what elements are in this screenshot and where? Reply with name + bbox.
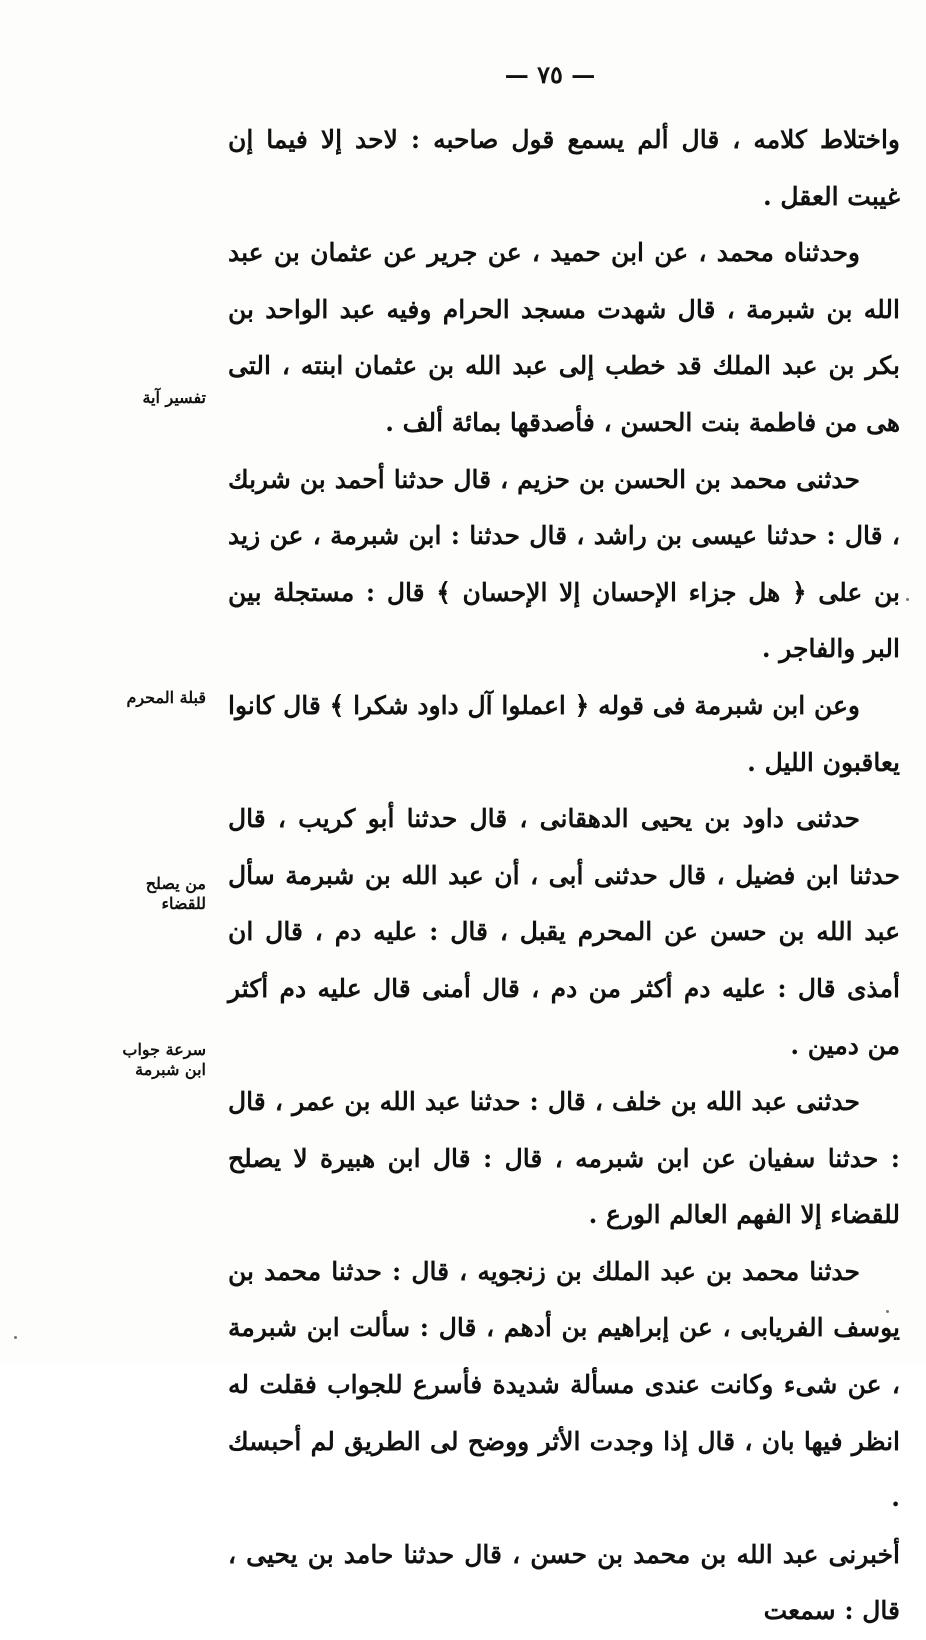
paragraph: حدثنى عبد الله بن خلف ، قال : حدثنا عبد الله بن عمر ، قال : حدثنا سفيان عن ابن شبرمه ، قال : قال ابن هبيرة لا يصلح للقضاء إلا الفهم العالم الورع . [228, 1087, 900, 1230]
paper-speck [906, 598, 909, 601]
margin-note-verse-interpretation: تفسير آية [142, 388, 206, 407]
paragraph: وعن ابن شبرمة فى قوله ﴿ اعملوا آل داود شكرا ﴾ قال كانوا يعاقبون الليل . [228, 690, 900, 777]
paragraph: حدثنى داود بن يحيى الدهقانى ، قال حدثنا أبو كريب ، قال حدثنا ابن فضيل ، قال حدثنى أبى ، أن عبد الله بن شبرمة سأل عبد الله بن حسن عن المحرم يقبل ، قال : عليه دم ، قال ان أمذى قال : عليه دم أكثر من دم ، قال أمنى قال عليه دم أكثر من دمين . [228, 804, 900, 1060]
paper-speck [886, 1310, 889, 1313]
paragraph: واختلاط كلامه ، قال ألم يسمع قول صاحبه : لاحد إلا فيما إن غيبت العقل . [228, 125, 900, 211]
margin-note-fit-for-judgeship: من يصلح للقضاء [145, 874, 206, 913]
paragraph: حدثنا محمد بن عبد الملك بن زنجويه ، قال : حدثنا محمد بن يوسف الفريابى ، عن إبراهيم بن أدهم ، قال : سألت ابن شبرمة ، عن شىء وكانت عندى مسألة شديدة فأسرع للجواب فقلت له انظر فيها بان ، قال إذا وجدت الأثر ووضح لى الطريق لم أحبسك . [228, 1256, 900, 1513]
main-text [228, 112, 900, 1640]
paragraph: أخبرنى عبد الله بن محمد بن حسن ، قال حدثنا حامد بن يحيى ، قال : سمعت [228, 1539, 900, 1626]
page-number: — ٧٥ — [504, 60, 596, 89]
paragraph: وحدثناه محمد ، عن ابن حميد ، عن جرير عن عثمان بن عبد الله بن شبرمة ، قال شهدت مسجد الحرام وفيه عبد الواحد بن بكر بن عبد الملك قد خطب إلى عبد الله بن عثمان ابنته ، التى هى من فاطمة بنت الحسن ، فأصدقها بمائة ألف . [228, 238, 900, 437]
paragraph: حدثنى محمد بن الحسن بن حزيم ، قال حدثنا أحمد بن شربك ، قال : حدثنا عيسى بن راشد ، قال حدثنا : ابن شبرمة ، عن زيد بن على ﴿ هل جزاء الإحسان إلا الإحسان ﴾ قال : مستجلة بين البر والفاجر . [228, 464, 900, 664]
margin-note-kiss-of-muhrim: قبلة المحرم [126, 688, 206, 707]
margin-note-quick-answer: سرعة جواب ابن شبرمة [122, 1040, 206, 1079]
paper-speck [14, 1336, 17, 1339]
